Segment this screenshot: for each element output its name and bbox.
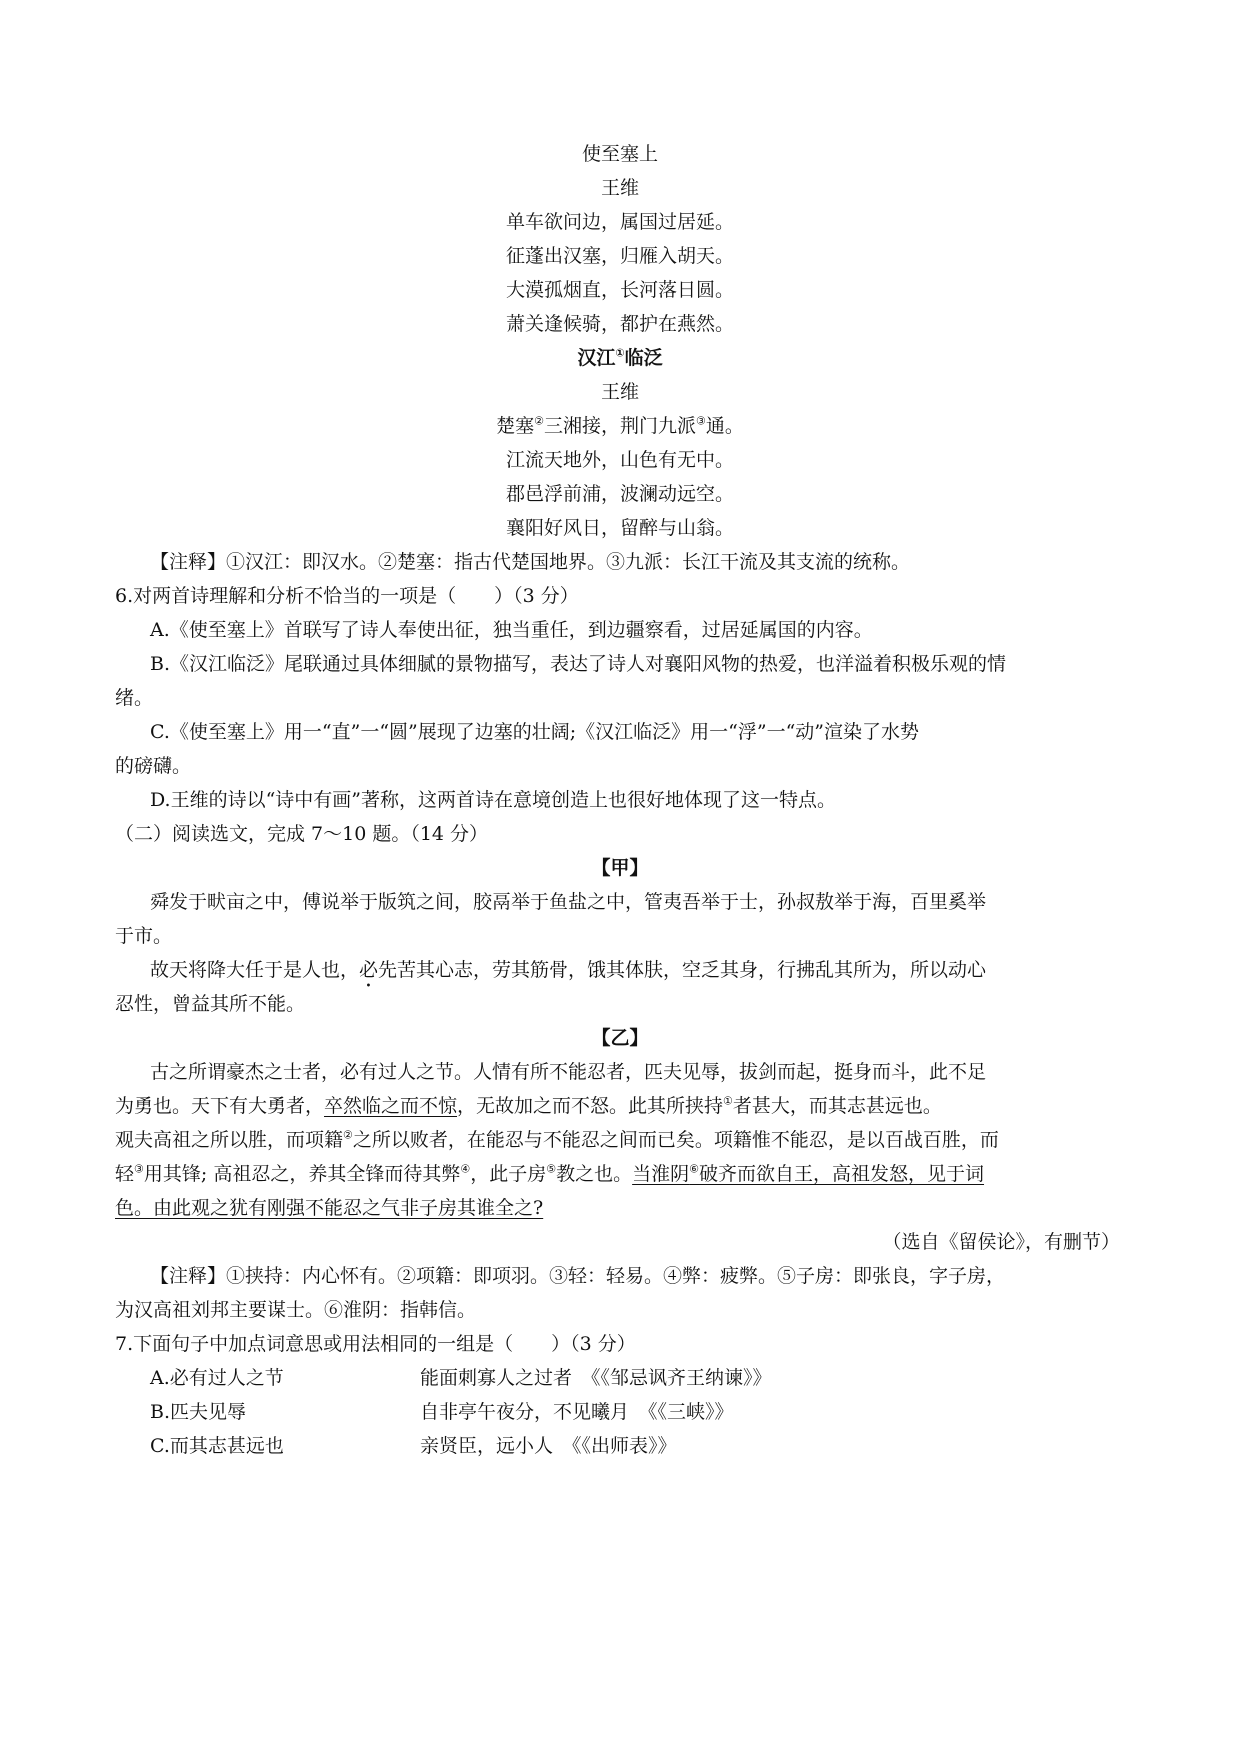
question-7-stem: 7.下面句子中加点词意思或用法相同的一组是（ ）（3 分） xyxy=(115,1333,636,1355)
poem1-line: 大漠孤烟直，长河落日圆。 xyxy=(505,279,734,301)
question-7-option-a: A.必有过人之节 能面刺寡人之过者 《《邹忌讽齐王纳谏》》 xyxy=(150,1367,772,1389)
poem1-title: 使至塞上 xyxy=(581,143,658,165)
footnote-ref: ⑥ xyxy=(689,1162,700,1176)
question-6-option-b-cont: 绪。 xyxy=(115,687,154,709)
poem1-line: 征蓬出汉塞，归雁入胡天。 xyxy=(505,245,734,267)
poem1-line: 单车欲问边，属国过居延。 xyxy=(505,211,734,233)
question-7-option-c: C.而其志甚远也 亲贤臣，远小人 《《出师表》》 xyxy=(150,1435,677,1457)
poem2-author: 王维 xyxy=(600,381,639,403)
footnote-ref: ① xyxy=(615,346,625,360)
underlined-sentence: 卒然临之而不惊 xyxy=(324,1095,458,1117)
poem2-line: 郡邑浮前浦，波澜动远空。 xyxy=(505,483,734,505)
passage-yi-text: 古之所谓豪杰之士者，必有过人之节。人情有所不能忍者，匹夫见辱，拔剑而起，挺身而斗，此不足 xyxy=(150,1061,987,1083)
passage-yi-heading: 【乙】 xyxy=(591,1027,649,1049)
passage-yi-text: 为勇也。天下有大勇者，卒然临之而不惊，无故加之而不怒。此其所挟持①者甚大，而其志甚远也。 xyxy=(115,1094,942,1117)
passage-yi-text: 观夫高祖之所以胜，而项籍②之所以败者，在能忍与不能忍之间而已矣。项籍惟不能忍，是以百战百胜，而 xyxy=(115,1128,999,1151)
footnote-ref: ④ xyxy=(460,1162,471,1176)
question-6-option-c: C.《使至塞上》用一“直”一“圆”展现了边塞的壮阔;《汉江临泛》用一“浮”一“动”渲染了水势 xyxy=(150,721,920,743)
question-6-stem: 6.对两首诗理解和分析不恰当的一项是（ ）（3 分） xyxy=(115,585,579,607)
passage-annotation: 【注释】①挟持：内心怀有。②项籍：即项羽。③轻：轻易。④弊：疲弊。⑤子房：即张良，字子房， xyxy=(150,1265,1006,1287)
passage-yi-text: 轻③用其锋; 高祖忍之，养其全锋而待其弊④，此子房⑤教之也。当淮阴⑥破齐而欲自王，高祖发怒，见于词 xyxy=(115,1162,985,1185)
passage-annotation-cont: 为汉高祖刘邦主要谋士。⑥淮阴：指韩信。 xyxy=(115,1299,477,1321)
dotted-word: 必 xyxy=(359,959,379,981)
underlined-sentence: 当淮阴⑥破齐而欲自王，高祖发怒，见于词 xyxy=(632,1162,985,1185)
passage-yi-text xyxy=(115,1194,1125,1222)
passage-jia-text: 故天将降大任于是人也，必先苦其心志，劳其筋骨，饿其体肤，空乏其身，行拂乱其所为，所以动心 xyxy=(150,959,987,981)
poem2-line: 襄阳好风日，留醉与山翁。 xyxy=(505,517,734,539)
underlined-sentence: 色。由此观之犹有刚强不能忍之气非子房其谁全之? xyxy=(115,1197,544,1219)
poem2-line: 楚塞②三湘接，荆门九派③通。 xyxy=(496,414,744,437)
passage-jia-text: 舜发于畎亩之中，傅说举于版筑之间，胶鬲举于鱼盐之中，管夷吾举于士，孙叔敖举于海，百里奚举 xyxy=(150,891,987,913)
footnote-ref: ① xyxy=(723,1094,733,1108)
poem2-line: 江流天地外，山色有无中。 xyxy=(505,449,734,471)
poem-annotation: 【注释】①汉江：即汉水。②楚塞：指古代楚国地界。③九派：长江干流及其支流的统称。 xyxy=(150,551,911,573)
passage-jia-text: 忍性，曾益其所不能。 xyxy=(115,993,306,1015)
footnote-ref: ② xyxy=(534,414,544,428)
question-6-option-c-cont: 的磅礴。 xyxy=(115,755,192,777)
passage-jia-text: 于市。 xyxy=(115,925,173,947)
passage-jia-heading: 【甲】 xyxy=(591,857,649,879)
footnote-ref: ② xyxy=(343,1128,353,1142)
passage-source: （选自《留侯论》，有删节） xyxy=(882,1231,1120,1253)
question-6-option-d: D.王维的诗以“诗中有画”著称，这两首诗在意境创造上也很好地体现了这一特点。 xyxy=(150,789,837,811)
poem2-title: 汉江①临泛 xyxy=(577,346,663,369)
footnote-ref: ③ xyxy=(134,1162,144,1176)
question-6-option-a: A.《使至塞上》首联写了诗人奉使出征，独当重任，到边疆察看，过居延属国的内容。 xyxy=(150,619,873,641)
footnote-ref: ⑤ xyxy=(546,1162,557,1176)
poem1-author: 王维 xyxy=(600,177,639,199)
question-7-option-b: B.匹夫见辱 自非亭午夜分，不见曦月 《《三峡》》 xyxy=(150,1401,734,1423)
poem1-line: 萧关逢候骑，都护在燕然。 xyxy=(505,313,734,335)
question-6-option-b: B.《汉江临泛》尾联通过具体细腻的景物描写，表达了诗人对襄阳风物的热爱，也洋溢着积极乐观的情 xyxy=(150,653,1007,675)
footnote-ref: ③ xyxy=(696,414,706,428)
section-heading: （二）阅读选文，完成 7～10 题。（14 分） xyxy=(115,823,489,845)
